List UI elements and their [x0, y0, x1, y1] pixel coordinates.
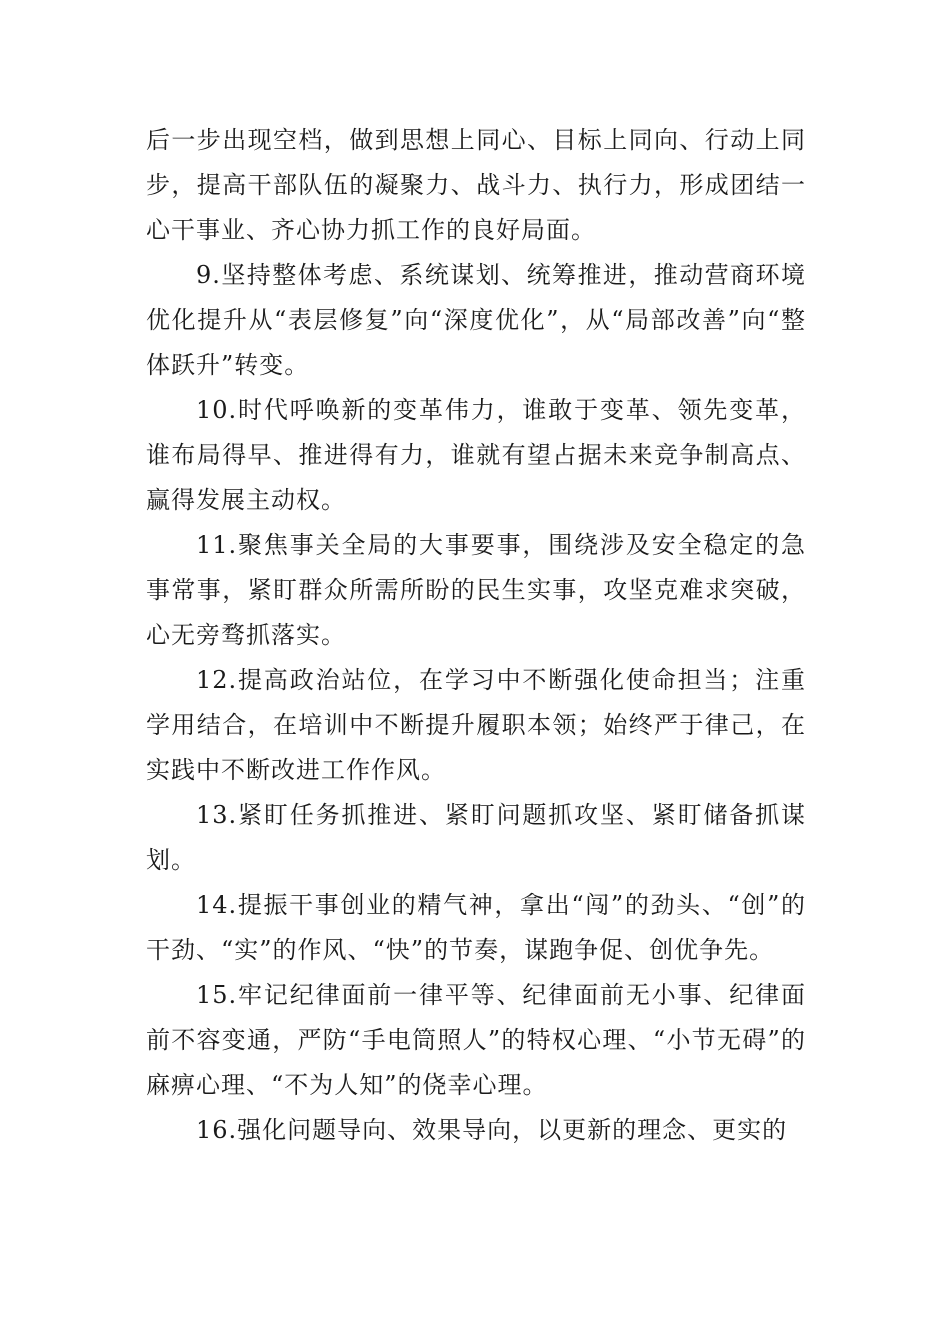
paragraph-continuation: 后一步出现空档，做到思想上同心、目标上同向、行动上同步，提高干部队伍的凝聚力、战斗力、执行力，形成团结一心干事业、齐心协力抓工作的良好局面。 [146, 126, 806, 244]
paragraph-item-13: 13.紧盯任务抓推进、紧盯问题抓攻坚、紧盯储备抓谋划。 [146, 801, 806, 874]
document-body [146, 118, 806, 1153]
paragraph-item-11: 11.聚焦事关全局的大事要事，围绕涉及安全稳定的急事常事，紧盯群众所需所盼的民生实事，攻坚克难求突破，心无旁骛抓落实。 [146, 531, 806, 649]
paragraph-item-9: 9.坚持整体考虑、系统谋划、统筹推进，推动营商环境优化提升从“表层修复”向“深度优化”，从“局部改善”向“整体跃升”转变。 [146, 261, 806, 379]
paragraph-item-16: 16.强化问题导向、效果导向，以更新的理念、更实的 [196, 1116, 788, 1144]
paragraph-item-15: 15.牢记纪律面前一律平等、纪律面前无小事、纪律面前不容变通，严防“手电筒照人”的特权心理、“小节无碍”的麻痹心理、“不为人知”的侥幸心理。 [146, 981, 806, 1099]
paragraph-item-10: 10.时代呼唤新的变革伟力，谁敢于变革、领先变革，谁布局得早、推进得有力，谁就有望占据未来竞争制高点、赢得发展主动权。 [146, 396, 806, 514]
paragraph-item-14: 14.提振干事创业的精气神，拿出“闯”的劲头、“创”的干劲、“实”的作风、“快”的节奏，谋跑争促、创优争先。 [146, 891, 806, 964]
paragraph-item-12: 12.提高政治站位，在学习中不断强化使命担当；注重学用结合，在培训中不断提升履职本领；始终严于律己，在实践中不断改进工作作风。 [146, 666, 806, 784]
